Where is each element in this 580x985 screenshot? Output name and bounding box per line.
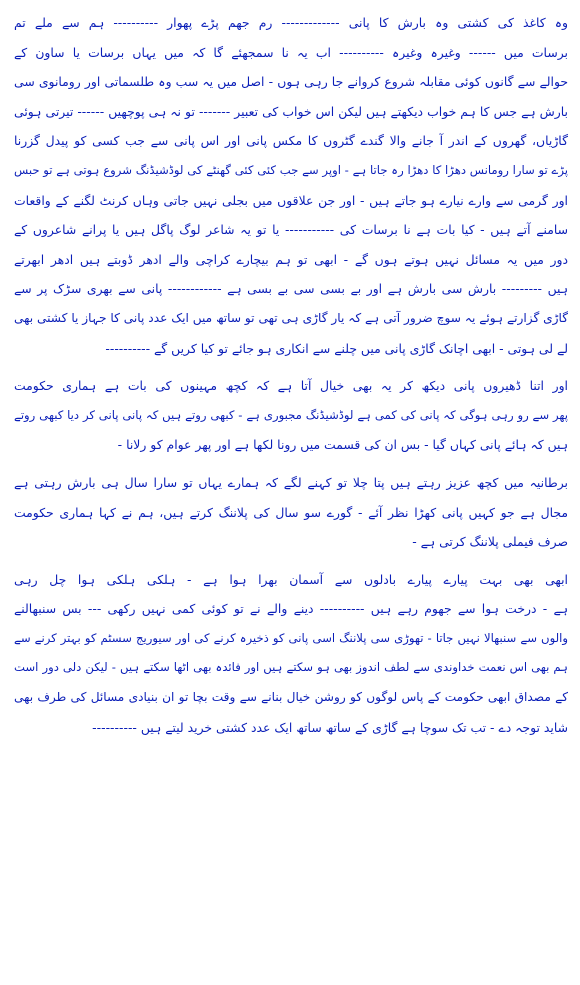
text-line: پھر سے رو رہی ہوگی کہ پانی کی کمی ہے لوڈشیڈنگ مجبوری ہے - کبھی روتے ہیں کہ پانی پانی کر دیا کبھی روتے	[14, 407, 568, 422]
paragraph-3	[14, 468, 568, 557]
text-line: شاید توجہ دے - تب تک سوچا ہے گاڑی کے ساتھ ساتھ ایک عدد کشتی خرید لیتے ہیں ----------	[92, 719, 568, 735]
text-line: ہم بھی اس نعمت خداوندی سے لطف اندوز بھی ہو سکتے ہیں اور فائدہ بھی اٹھا سکتے ہیں - لیکن دلی دور است	[14, 660, 568, 675]
paragraph-2	[14, 371, 568, 460]
text-line: ہیں کہ ہائے پانی کہاں گیا - بس ان کی قسمت میں رونا لکھا ہے اور پھر عوام کو رلانا -	[117, 437, 568, 453]
text-line: گاڑی گزارتے ہوئے یہ سوچ ضرور آتی ہے کہ یار گاڑی ہی تھی تو ساتھ میں ایک عدد پانی کا جہاز یا کشتی بھی	[14, 310, 568, 325]
text-line: لے لی ہوتی - ابھی اچانک گاڑی پانی میں چلنے سے انکاری ہو جائے تو کیا کریں گے ----------	[105, 340, 568, 356]
article-body	[14, 8, 568, 742]
text-line: حوالے سے گانوں کوئی مقابلہ شروع کروانے جا رہی ہوں - اصل میں یہ سب وہ طلسماتی اور رومانوی سی	[14, 74, 568, 90]
paragraph-4	[14, 565, 568, 743]
paragraph-gap	[14, 460, 568, 468]
text-line: بارش ہے جس کا ہم خواب دیکھتے ہیں لیکن اس خواب کی تعبیر ------- تو نہ ہی پوچھیں ------ تیرتی ہوئی	[14, 103, 568, 119]
text-line: کے مصداق ابھی حکومت کے پاس لوگوں کو روشن خیال بنانے سے وقت بچا تو ان بنیادی مسائل کی طرف بھی	[14, 690, 568, 705]
text-line: وہ کاغذ کی کشتی وہ بارش کا پانی ------------- رم جھم پڑے پھوار ---------- ہم سے ملے تم	[14, 15, 568, 30]
paragraph-1	[14, 8, 568, 363]
text-line: اور گرمی سے وارے نیارے ہو جاتے ہیں - اور جن علاقوں میں بجلی نہیں جاتی وہاں کرنٹ لگنے کے واقعات	[14, 192, 568, 208]
text-line: گاڑیاں، گھروں کے اندر آ جانے والا گندے گٹروں کا مکس پانی اور اس پانی سے جب کسی کو پیدل گزرنا	[14, 133, 568, 149]
text-line: پڑے تو سارا رومانس دھڑا کا دھڑا رہ جاتا ہے - اوپر سے جب کئی کئی گھنٹے کی لوڈشیڈنگ شروع ہوتی ہے تو حبس	[14, 162, 568, 177]
text-line: ہے - درخت ہوا سے جھوم رہے ہیں ---------- دینے والے نے تو کوئی کمی نہیں رکھی --- بس سنبھالنے	[14, 601, 568, 617]
text-line: اور اتنا ڈھیروں پانی دیکھ کر یہ بھی خیال آتا ہے کہ کچھ مہینوں کی بات ہے ہماری حکومت	[14, 378, 568, 394]
text-line: صرف فیملی پلاننگ کرتی ہے -	[412, 534, 568, 550]
paragraph-gap	[14, 557, 568, 565]
text-line: ہیں --------- بارش سی بارش ہے اور بے بسی سی بے بسی ہے ------------ پانی سے بھری سڑک پر سے	[14, 281, 568, 297]
text-line: دور میں یہ مسائل نہیں ہوتے ہوں گے - ابھی تو ہم بیچارے کراچی والے ادھر ڈوبتے ہیں ادھر ابھرتے	[14, 251, 568, 267]
text-line: سامنے آتے ہیں - کیا بات ہے نا برسات کی ----------- یا تو یہ شاعر لوگ پاگل ہیں یا پرانے شاعروں کے	[14, 222, 568, 238]
text-line: مجال ہے جو کہیں پانی کھڑا نظر آئے - گورے سو سال کی پلاننگ کرتے ہیں، ہم نے کہا ہماری حکومت	[14, 504, 568, 520]
text-line: ابھی بھی بہت پیارے پیارے بادلوں سے آسمان بھرا ہوا ہے - ہلکی ہلکی ہوا چل رہی	[14, 571, 568, 587]
paragraph-gap	[14, 363, 568, 371]
text-line: برطانیہ میں کچھ عزیز رہتے ہیں پتا چلا تو کہنے لگے کہ ہمارے یہاں تو سارا سال ہی بارش رہتی ہے	[14, 474, 568, 490]
text-line: والوں سے سنبھالا نہیں جاتا - تھوڑی سی پلاننگ اسی پانی کو ذخیرہ کرنے کی اور سیوریج سسٹم کو بہتر کرنے سے	[14, 630, 568, 645]
text-line: برسات میں ------ وغیرہ وغیرہ ---------- اب یہ نا سمجھئے گا کہ میں یہاں برسات یا ساون کے	[14, 44, 568, 60]
